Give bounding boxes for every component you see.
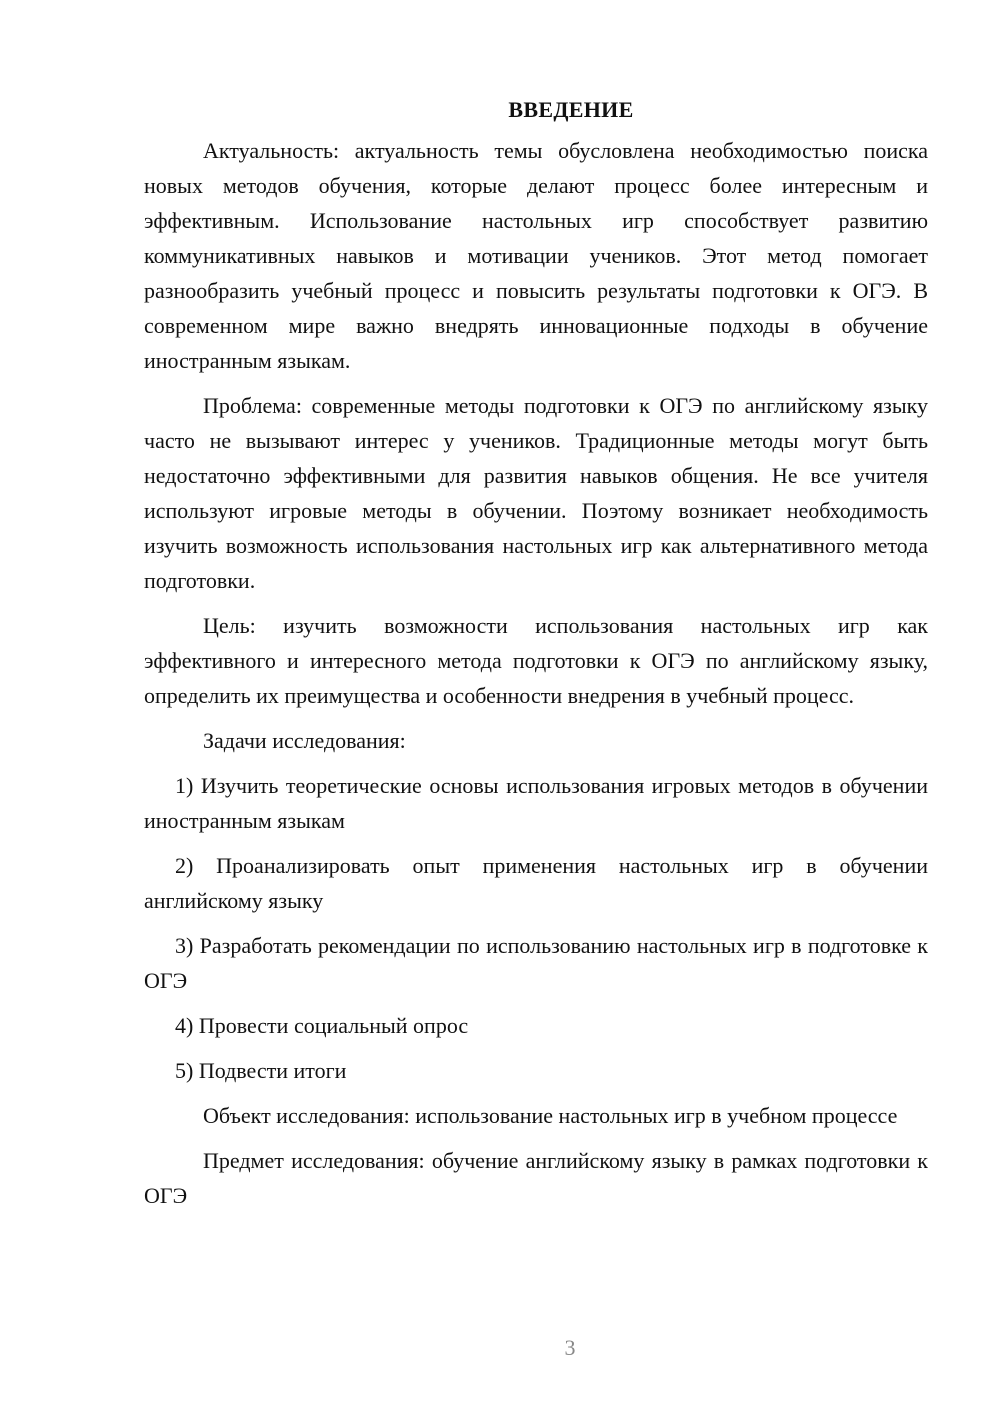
task-item: 2) Проанализировать опыт применения настольных игр в обучении английскому языку — [144, 853, 928, 913]
task-item: 3) Разработать рекомендации по использованию настольных игр в подготовке к ОГЭ — [144, 933, 928, 993]
tasks-heading: Задачи исследования: — [203, 728, 406, 753]
object-paragraph: Объект исследования: использование настольных игр в учебном процессе — [203, 1103, 898, 1128]
section-title: ВВЕДЕНИЕ — [508, 97, 634, 122]
relevance-paragraph: Актуальность: актуальность темы обусловлена необходимостью поиска новых методов обучения, которые делают процесс более интересным и эффективным. Использование настольных игр способствует развитию коммуникативных навыков и мотивации учеников. Этот метод помогает разнообразить учебный процесс и повысить результаты подготовки к ОГЭ. В современном мире важно внедрять инновационные подходы в обучение иностранным языкам. — [144, 138, 928, 373]
problem-paragraph: Проблема: современные методы подготовки к ОГЭ по английскому языку часто не вызывают интерес у учеников. Традиционные методы могут быть недостаточно эффективными для развития навыков общения. Не все учителя используют игровые методы в обучении. Поэтому возникает необходимость изучить возможность использования настольных игр как альтернативного метода подготовки. — [144, 393, 928, 593]
page-content — [144, 93, 928, 1223]
goal-paragraph: Цель: изучить возможности использования настольных игр как эффективного и интересного метода подготовки к ОГЭ по английскому языку, определить их преимущества и особенности внедрения в учебный процесс. — [144, 613, 928, 708]
task-item: 5) Подвести итоги — [175, 1058, 347, 1083]
subject-paragraph: Предмет исследования: обучение английскому языку в рамках подготовки к ОГЭ — [144, 1148, 928, 1208]
page-number: 3 — [564, 1335, 576, 1360]
task-item: 4) Провести социальный опрос — [175, 1013, 469, 1038]
task-item: 1) Изучить теоретические основы использования игровых методов в обучении иностранным языкам — [144, 773, 928, 833]
